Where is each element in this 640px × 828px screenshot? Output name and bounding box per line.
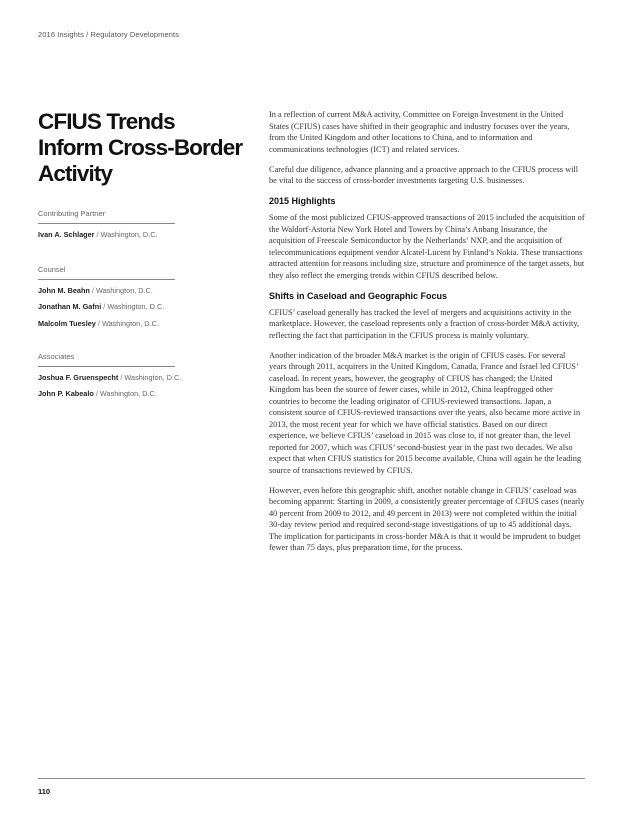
person-entry: Malcolm Tuesley / Washington, D.C. (38, 318, 159, 328)
person-location: Washington, D.C. (99, 389, 157, 399)
article-body (269, 109, 585, 562)
section-label: Counsel (38, 265, 175, 280)
person-name: John M. Beahn (38, 286, 90, 295)
page-number: 110 (38, 787, 51, 796)
section-label: Associates (38, 352, 175, 367)
person-location: Washington, D.C. (107, 302, 165, 312)
person-entry: Jonathan M. Gafni / Washington, D.C. (38, 302, 165, 312)
person-name: Jonathan M. Gafni (38, 302, 102, 312)
page-title (38, 109, 258, 187)
body-paragraph: In a reflection of current M&A activity, Committee on Foreign Investment in the United States (CFIUS) cases have shifted in their geographic and industry focuses over the years, from the United Kingdom and other locations to China, and to information and communications technologies (ICT) and related services. (269, 110, 570, 154)
footer-divider (38, 778, 585, 779)
person-name: John P. Kabealo (38, 389, 94, 399)
title-line: CFIUS Trends (38, 109, 175, 134)
person-entry: John P. Kabealo / Washington, D.C. (38, 389, 157, 399)
body-paragraph: Another indication of the broader M&A market is the origin of CFIUS cases. For several years through 2011, acquirers in the United Kingdom, Canada, France and Israel led CFIUS’ caseload. In recent years, however, the geography of CFIUS has changed; the United Kingdom has been the source of fewer cases, while in 2012, China leapfrogged other countries to become the leading originator of CFIUS-reviewed transactions. Japan, a consistent source of CFIUS-reviewed transactions over the years, also became more active in 2013, the most recent year for which we have official statistics. Based on our direct experience, we believe CFIUS’ caseload in 2015 was close to, if not greater than, the level reported for 2007, which was CFIUS’ second-busiest year in the past two decades. We also expect that when CFIUS statistics for 2015 become available, China will again be the leading source of transactions reviewed by CFIUS. (269, 350, 582, 475)
person-location: Washington, D.C. (124, 373, 182, 382)
person-name: Joshua F. Gruenspecht (38, 373, 119, 382)
running-header: 2016 Insights / Regulatory Developments (38, 30, 180, 39)
section-heading: Shifts in Caseload and Geographic Focus (269, 290, 448, 301)
body-paragraph: However, even before this geographic shift, another notable change in CFIUS’ caseload was becoming apparent: Starting in 2009, a consistently greater percentage of CFIUS cases (nearly 40 percent from 2009 to 2012, and 49 percent in 2013) were not completed within the initial 30-day review period and required second-stage investigations of up to 45 additional days. The implication for participants in cross-border M&A is that it would be imprudent to budget fewer than 75 days, plus preparation time, for the process. (269, 485, 585, 552)
person-name: Ivan A. Schlager (38, 230, 95, 239)
person-location: Washington, D.C. (101, 318, 159, 328)
title-line: Inform Cross-Border (38, 135, 243, 160)
associates-section (38, 352, 182, 406)
title-block (38, 109, 258, 187)
person-location: Washington, D.C. (95, 286, 153, 295)
body-paragraph: CFIUS’ caseload generally has tracked the level of mergers and acquisitions activity in the marketplace. However, the caseload represents only a fraction of cross-border M&A activity, reflecting the fact that participation in the CFIUS process is mainly voluntary. (269, 307, 580, 340)
counsel-section (38, 265, 175, 335)
body-paragraph: Some of the most publicized CFIUS-approved transactions of 2015 included the acquisition of the Waldorf-Astoria New York Hotel and Towers by China’s Anbang Insurance, the acquisition of Freescale Semiconductor by the Netherlands’ NXP, and the acquisition of telecommunications equipment vendor Alcatel-Lucent by Finland’s Nokia. These transactions attracted attention for reasons including size, structure and prominence of the target assets, but they also reflect the emerging trends within CFIUS described below. (269, 213, 585, 280)
person-name: Malcolm Tuesley (38, 318, 96, 328)
person-entry: Ivan A. Schlager / Washington, D.C. (38, 230, 158, 239)
section-label: Contributing Partner (38, 209, 175, 224)
contributing-partner-section (38, 209, 175, 246)
title-line: Activity (38, 161, 113, 186)
person-entry: Joshua F. Gruenspecht / Washington, D.C. (38, 373, 182, 382)
section-heading: 2015 Highlights (269, 196, 336, 206)
body-paragraph: Careful due diligence, advance planning and a proactive approach to the CFIUS process will be vital to the success of cross-border investments targeting U.S. businesses. (269, 164, 579, 185)
person-entry: John M. Beahn / Washington, D.C. (38, 286, 153, 295)
person-location: Washington, D.C. (100, 230, 158, 239)
